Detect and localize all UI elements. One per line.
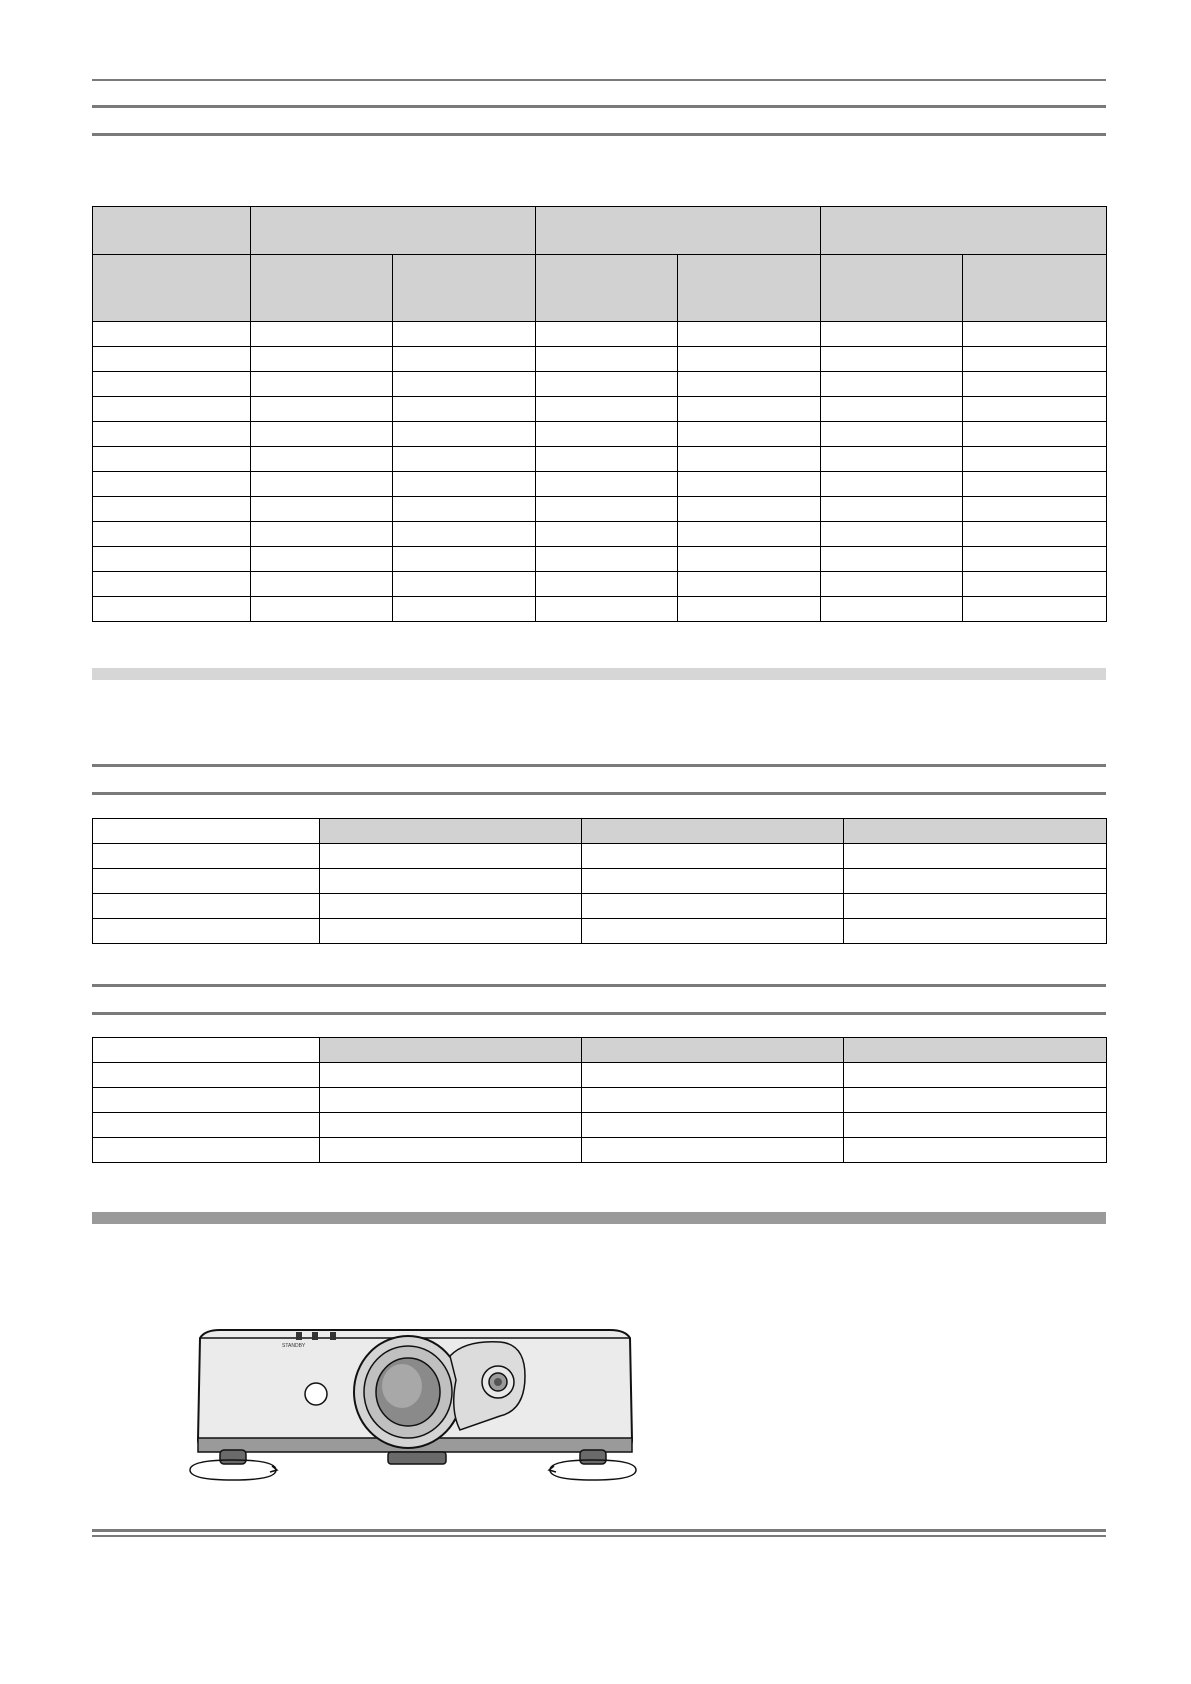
table-cell (93, 819, 320, 844)
table-cell (678, 597, 821, 622)
table-row (93, 1088, 1107, 1113)
table-cell (678, 472, 821, 497)
table-cell (582, 869, 844, 894)
table-cell (844, 919, 1107, 944)
table-cell (844, 844, 1107, 869)
spec-table (92, 1037, 1107, 1163)
table-cell (844, 1138, 1107, 1163)
header-rule-top (92, 79, 1106, 81)
spec-table (92, 818, 1107, 944)
table-cell (963, 397, 1107, 422)
table-row (93, 322, 1107, 347)
table-cell (393, 472, 536, 497)
table-cell (821, 347, 963, 372)
table-cell (678, 447, 821, 472)
table-cell (821, 447, 963, 472)
table-cell (93, 1138, 320, 1163)
table-cell (821, 322, 963, 347)
table-row (93, 447, 1107, 472)
table-cell (320, 1088, 582, 1113)
table-cell (821, 255, 963, 322)
table-cell (320, 1113, 582, 1138)
table-cell (678, 522, 821, 547)
table-cell (320, 844, 582, 869)
table-row (93, 347, 1107, 372)
table-cell (844, 869, 1107, 894)
table-cell (536, 447, 678, 472)
table-cell (320, 819, 582, 844)
table-cell (536, 422, 678, 447)
table-cell (536, 497, 678, 522)
table-cell (93, 447, 251, 472)
table-cell (393, 597, 536, 622)
table-cell (251, 472, 393, 497)
table-cell (963, 322, 1107, 347)
table-cell (251, 207, 536, 255)
table-cell (678, 255, 821, 322)
table-cell (963, 422, 1107, 447)
table-row (93, 869, 1107, 894)
table-cell (93, 1038, 320, 1063)
table-cell (393, 372, 536, 397)
table-cell (582, 919, 844, 944)
table-cell (93, 372, 251, 397)
table-cell (93, 844, 320, 869)
table-cell (678, 372, 821, 397)
table-cell (251, 372, 393, 397)
table-cell (582, 894, 844, 919)
table-row (93, 919, 1107, 944)
table-cell (821, 522, 963, 547)
table-cell (393, 572, 536, 597)
table-cell (93, 1088, 320, 1113)
table-cell (93, 322, 251, 347)
table-cell (393, 422, 536, 447)
table-cell (821, 572, 963, 597)
table-cell (582, 1138, 844, 1163)
table-row (93, 397, 1107, 422)
table-row (93, 1063, 1107, 1088)
table-cell (963, 597, 1107, 622)
table-row (93, 547, 1107, 572)
table-row (93, 1038, 1107, 1063)
table-cell (536, 207, 821, 255)
table-cell (678, 572, 821, 597)
section-rule (92, 764, 1106, 767)
projection-distance-table (92, 206, 1107, 622)
section-rule (92, 105, 1106, 108)
table-cell (536, 372, 678, 397)
table-cell (821, 547, 963, 572)
table-cell (821, 422, 963, 447)
table-cell (93, 347, 251, 372)
section-band (92, 1212, 1106, 1224)
projector-adjustable-feet-illustration (180, 1320, 660, 1495)
table-cell (963, 547, 1107, 572)
table-cell (678, 397, 821, 422)
table-row (93, 1138, 1107, 1163)
table-cell (536, 547, 678, 572)
section-rule (92, 133, 1106, 136)
table-cell (320, 1038, 582, 1063)
table-cell (93, 597, 251, 622)
table-cell (93, 207, 251, 255)
table-cell (393, 347, 536, 372)
table-row (93, 894, 1107, 919)
table-cell (821, 207, 1107, 255)
table-cell (251, 322, 393, 347)
table-cell (678, 497, 821, 522)
table-cell (963, 255, 1107, 322)
table-cell (393, 447, 536, 472)
table-cell (678, 422, 821, 447)
table-cell (963, 472, 1107, 497)
table-cell (251, 572, 393, 597)
table-row (93, 522, 1107, 547)
table-cell (536, 472, 678, 497)
table-cell (251, 497, 393, 522)
table-cell (251, 597, 393, 622)
projector-icon (180, 1320, 660, 1495)
table-cell (320, 1138, 582, 1163)
section-rule (92, 984, 1106, 987)
table-cell (821, 472, 963, 497)
table-cell (320, 1063, 582, 1088)
table-row (93, 572, 1107, 597)
table-cell (93, 547, 251, 572)
table-cell (93, 255, 251, 322)
table-row (93, 844, 1107, 869)
table-row (93, 422, 1107, 447)
table-cell (536, 255, 678, 322)
table-cell (93, 869, 320, 894)
table-cell (251, 255, 393, 322)
table-row (93, 597, 1107, 622)
footer-rule (92, 1535, 1106, 1537)
table-cell (251, 347, 393, 372)
table-cell (393, 522, 536, 547)
table-cell (93, 472, 251, 497)
table-cell (93, 894, 320, 919)
table-cell (844, 894, 1107, 919)
table-cell (93, 572, 251, 597)
table-cell (251, 422, 393, 447)
table-cell (844, 1038, 1107, 1063)
table-cell (536, 522, 678, 547)
table-cell (582, 844, 844, 869)
table-cell (963, 447, 1107, 472)
table-cell (536, 397, 678, 422)
table-cell (320, 869, 582, 894)
table-cell (678, 347, 821, 372)
table-row (93, 207, 1107, 255)
table-cell (963, 347, 1107, 372)
table-cell (93, 422, 251, 447)
table-cell (536, 572, 678, 597)
table-cell (393, 547, 536, 572)
table-cell (93, 1113, 320, 1138)
table-cell (536, 597, 678, 622)
section-rule (92, 792, 1106, 795)
table-cell (536, 322, 678, 347)
table-row (93, 497, 1107, 522)
table-cell (821, 597, 963, 622)
table-cell (393, 397, 536, 422)
table-cell (393, 497, 536, 522)
table-cell (582, 819, 844, 844)
table-cell (582, 1063, 844, 1088)
table-cell (251, 447, 393, 472)
table-row (93, 372, 1107, 397)
table-cell (582, 1113, 844, 1138)
table-cell (320, 919, 582, 944)
table-cell (821, 397, 963, 422)
table-cell (844, 1088, 1107, 1113)
svg-text:STANDBY: STANDBY (282, 1343, 306, 1349)
table-row (93, 472, 1107, 497)
table-cell (844, 1063, 1107, 1088)
table-cell (582, 1088, 844, 1113)
table-cell (251, 547, 393, 572)
table-cell (93, 919, 320, 944)
table-cell (251, 397, 393, 422)
table-cell (963, 572, 1107, 597)
table-cell (963, 497, 1107, 522)
section-band (92, 668, 1106, 680)
table-cell (844, 819, 1107, 844)
table-row (93, 1113, 1107, 1138)
table-row (93, 255, 1107, 322)
table-cell (251, 522, 393, 547)
table-cell (963, 522, 1107, 547)
section-rule (92, 1012, 1106, 1015)
table-cell (93, 497, 251, 522)
table-cell (678, 322, 821, 347)
table-cell (393, 255, 536, 322)
footer-rule (92, 1529, 1106, 1532)
table-cell (678, 547, 821, 572)
table-cell (582, 1038, 844, 1063)
table-cell (93, 1063, 320, 1088)
table-cell (320, 894, 582, 919)
table-cell (844, 1113, 1107, 1138)
table-cell (821, 497, 963, 522)
table-cell (821, 372, 963, 397)
table-cell (963, 372, 1107, 397)
table-cell (393, 322, 536, 347)
table-cell (93, 397, 251, 422)
table-cell (93, 522, 251, 547)
table-cell (536, 347, 678, 372)
table-row (93, 819, 1107, 844)
